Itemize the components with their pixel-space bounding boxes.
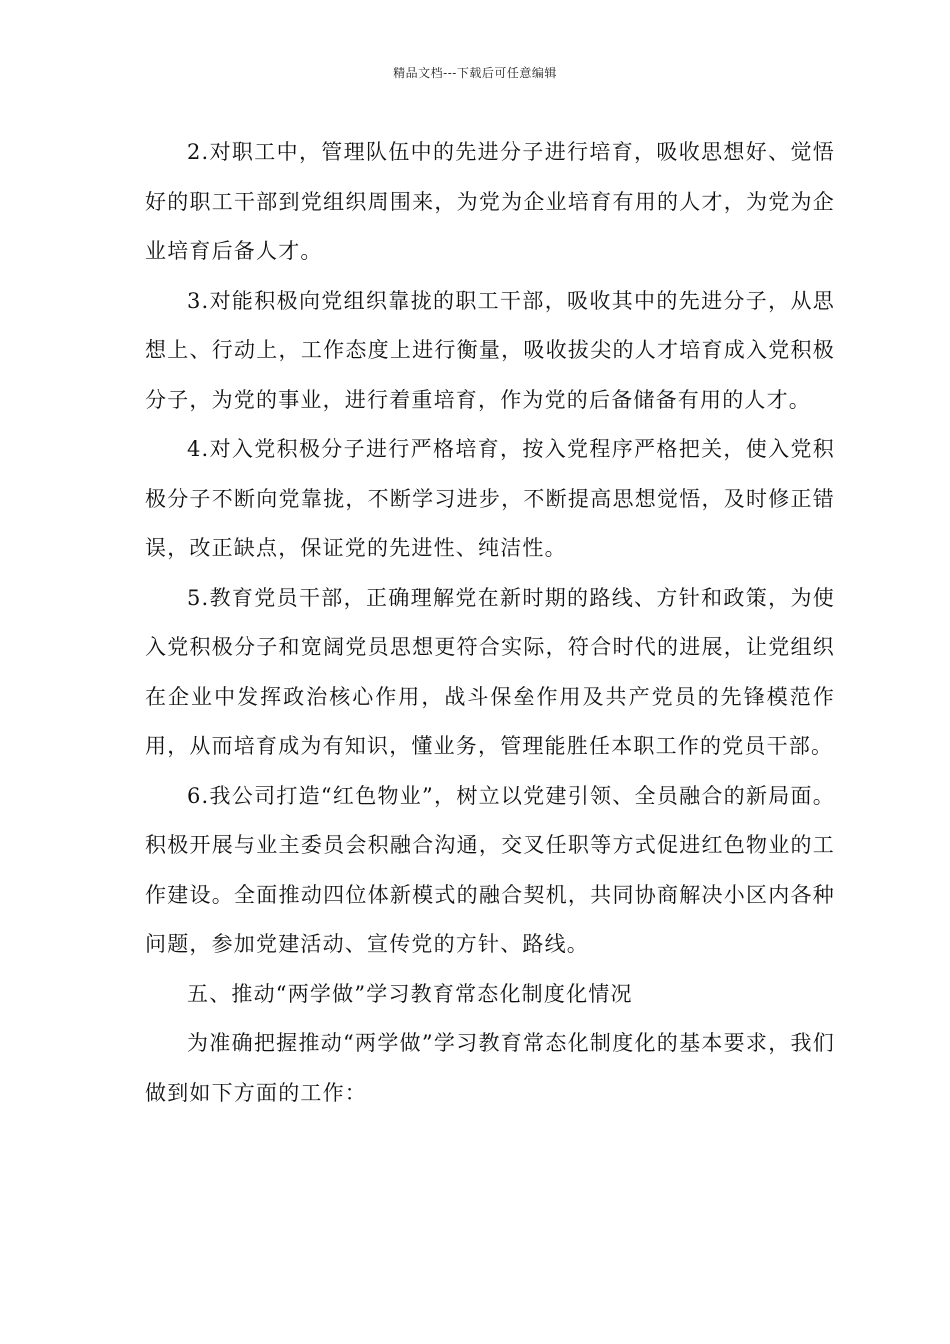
paragraph-item-4: 4.对入党积极分子进行严格培育，按入党程序严格把关，使入党积极分子不断向党靠拢，不断学习进步，不断提高思想觉悟，及时修正错误，改正缺点，保证党的先进性、纯洁性。 — [145, 437, 835, 560]
paragraph-item-5: 5.教育党员干部，正确理解党在新时期的路线、方针和政策，为使入党积极分子和宽阔党员思想更符合实际，符合时代的进展，让党组织在企业中发挥政治核心作用，战斗保垒作用及共产党员的先锋模范作用，从而培育成为有知识，懂业务，管理能胜任本职工作的党员干部。 — [145, 585, 835, 758]
paragraph-item-3: 3.对能积极向党组织靠拢的职工干部，吸收其中的先进分子，从思想上、行动上，工作态度上进行衡量，吸收拔尖的人才培育成入党积极分子，为党的事业，进行着重培育，作为党的后备储备有用的人才。 — [145, 288, 835, 412]
paragraph-item-2: 2.对职工中，管理队伍中的先进分子进行培育，吸收思想好、觉悟好的职工干部到党组织周围来，为党为企业培育有用的人才，为党为企业培育后备人才。 — [145, 140, 835, 263]
page-header: 精品文档---下载后可任意编辑 — [393, 66, 557, 80]
document-body — [145, 128, 835, 1118]
section-intro-paragraph: 为准确把握推动“两学做”学习教育常态化制度化的基本要求，我们做到如下方面的工作： — [145, 1031, 835, 1105]
section-heading-five: 五、推动“两学做”学习教育常态化制度化情况 — [187, 981, 633, 1006]
paragraph-item-6: 6.我公司打造“红色物业”，树立以党建引领、全员融合的新局面。积极开展与业主委员会积融合沟通，交叉任职等方式促进红色物业的工作建设。全面推动四位体新模式的融合契机，共同协商解决小区内各种问题，参加党建活动、宣传党的方针、路线。 — [145, 783, 835, 956]
